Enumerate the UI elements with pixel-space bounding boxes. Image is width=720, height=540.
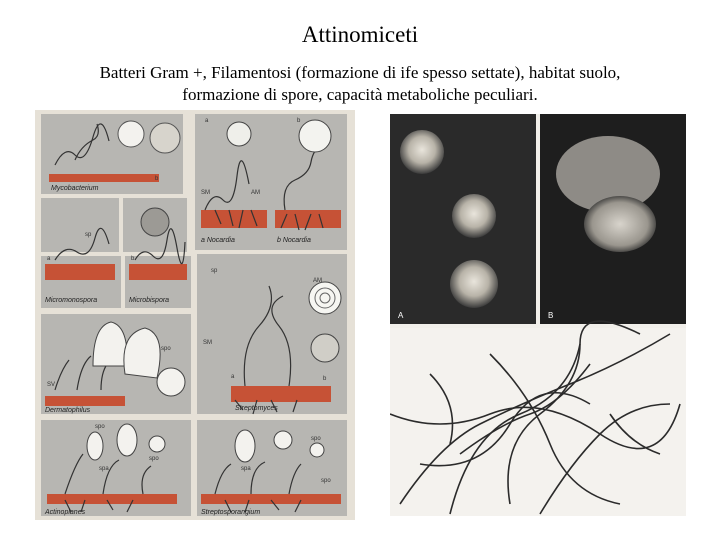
svg-text:SM: SM (201, 190, 210, 196)
svg-text:b: b (323, 376, 327, 382)
panel-small-a (41, 198, 119, 252)
panel-label-a: A (398, 311, 404, 320)
svg-text:spo: spo (321, 478, 331, 484)
actinomycete-illustration-plate (35, 110, 355, 520)
photographs-drawing (390, 114, 686, 516)
svg-text:SM: SM (203, 340, 212, 346)
svg-text:b: b (155, 176, 159, 182)
svg-text:spa: spa (99, 466, 109, 472)
colony (452, 194, 496, 238)
svg-text:sp: sp (211, 268, 218, 274)
actinomycete-photographs (390, 114, 686, 516)
svg-text:b: b (131, 256, 135, 262)
photo-panel-hyphae (390, 328, 686, 516)
label-dermatophilus: Dermatophilus (45, 407, 91, 414)
svg-text:spo: spo (161, 346, 171, 352)
svg-text:b: b (297, 118, 301, 124)
slide-subtitle (40, 62, 680, 106)
subtitle-line-2: formazione di spore, capacità metaboliche peculiari. (182, 85, 538, 104)
svg-text:AM: AM (313, 278, 322, 284)
subtitle-line-1: Batteri Gram +, Filamentosi (formazione di ife spesso settate), habitat suolo, (99, 63, 621, 82)
label-streptosporangium: Streptosporangium (201, 509, 261, 516)
label-mycobacterium: Mycobacterium (51, 185, 99, 192)
svg-text:spo: spo (95, 424, 105, 430)
label-streptomyces: Streptomyces (235, 405, 278, 412)
colony (450, 260, 498, 308)
svg-text:sp: sp (85, 232, 92, 238)
svg-text:SV: SV (47, 382, 56, 388)
svg-text:spa: spa (241, 466, 251, 472)
svg-text:AM: AM (251, 190, 260, 196)
colony (400, 130, 444, 174)
illustration-drawing (35, 110, 355, 520)
panel-label-b: B (548, 311, 554, 320)
colony-mass (584, 196, 656, 252)
label-micromonospora: Micromonospora (45, 297, 98, 304)
slide-title: Attinomiceti (301, 22, 419, 47)
svg-text:a: a (205, 118, 209, 124)
label-actinoplanes: Actinoplanes (45, 509, 86, 516)
svg-text:spo: spo (149, 456, 159, 462)
svg-text:a: a (231, 374, 235, 380)
label-microbispora: Microbispora (129, 297, 170, 304)
label-nocardia-b: b Nocardia (277, 237, 311, 244)
svg-text:spo: spo (311, 436, 321, 442)
label-nocardia-a: a Nocardia (201, 237, 235, 244)
svg-text:a: a (47, 256, 51, 262)
